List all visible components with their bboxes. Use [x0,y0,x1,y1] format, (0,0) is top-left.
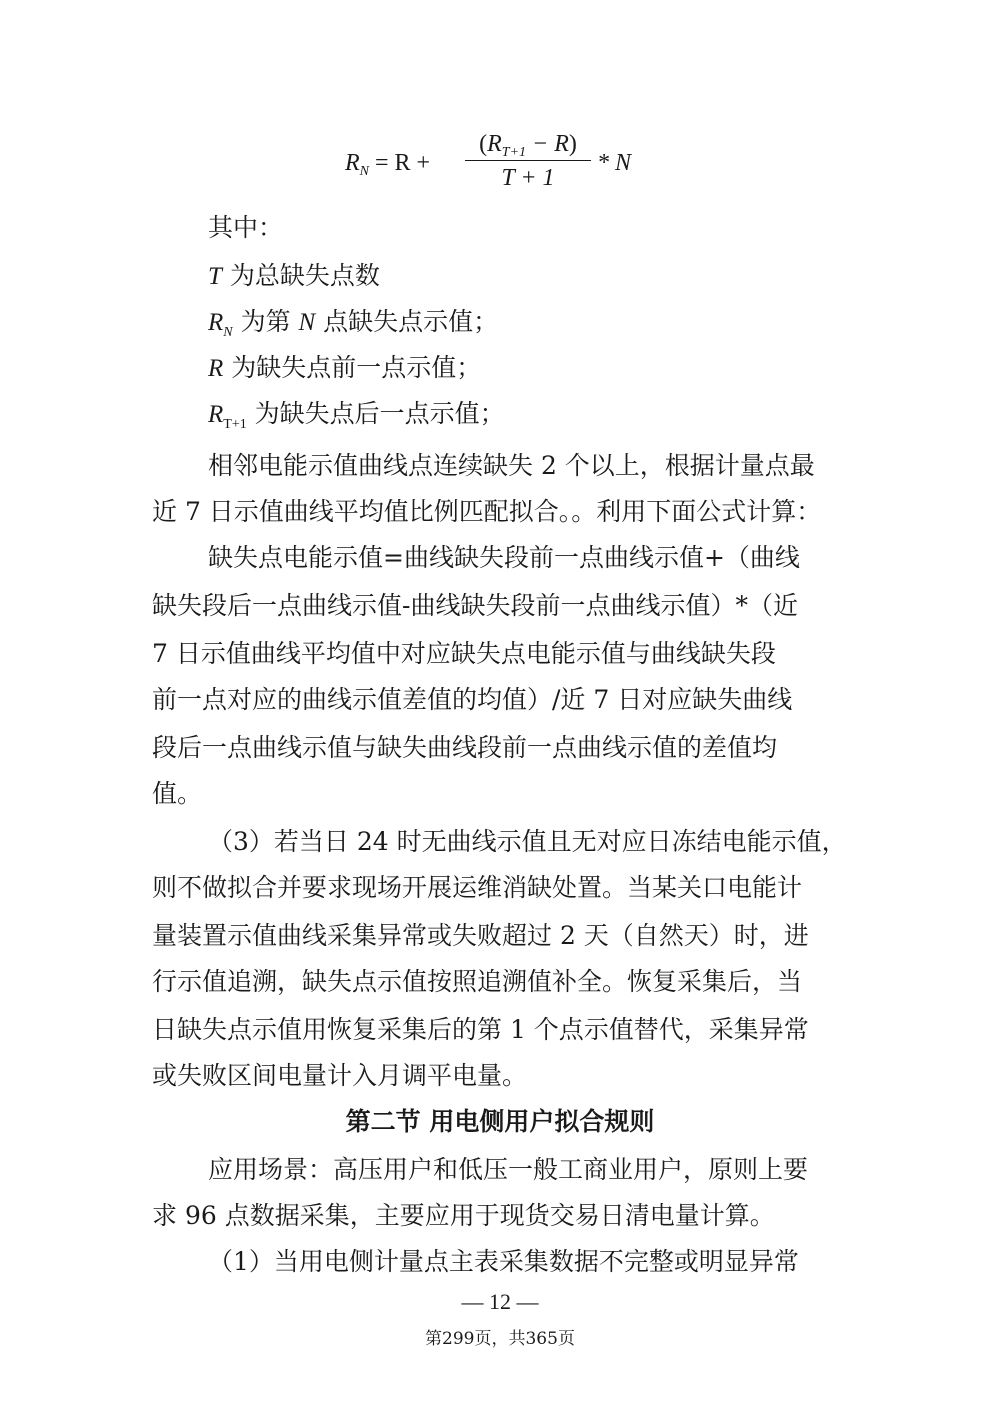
body-line: 求 96 点数据采集，主要应用于现货交易日清电量计算。 [152,1201,775,1230]
formula-fraction [463,128,593,193]
body-line: 行示值追溯，缺失点示值按照追溯值补全。恢复采集后，当 [152,967,803,996]
body-line: 前一点对应的曲线示值差值的均值）/近 7 日对应缺失曲线 [152,685,793,714]
formula-numerator: $(R_{T+1} - R)$ [479,131,577,160]
body-line: 量装置示值曲线采集异常或失败超过 2 天（自然天）时，进 [152,921,809,950]
body-line: 近 7 日示值曲线平均值比例匹配拟合。。利用下面公式计算： [152,497,822,526]
def-rt1: $R_{T+1}$ 为缺失点后一点示值； [208,399,505,432]
body-line: 缺失点电能示值=曲线缺失段前一点曲线示值+（曲线 [208,543,800,572]
body-line: 则不做拟合并要求现场开展运维消缺处置。当某关口电能计 [152,873,803,902]
page-footer: 第299页，共365页 [425,1329,575,1349]
def-r: R 为缺失点前一点示值； [208,353,482,382]
body-line: （1）当用电侧计量点主表采集数据不完整或明显异常 [208,1247,799,1276]
body-line: 缺失段后一点曲线示值-曲线缺失段前一点曲线示值）*（近 [152,591,798,620]
body-line: （3）若当日 24 时无曲线示值且无对应日冻结电能示值， [208,827,847,856]
body-line: 日缺失点示值用恢复采集后的第 1 个点示值替代，采集异常 [152,1015,809,1044]
body-line: 7 日示值曲线平均值中对应缺失点电能示值与曲线缺失段 [152,639,776,668]
body-line: 相邻电能示值曲线点连续缺失 2 个以上，根据计量点最 [208,451,815,480]
def-t: T 为总缺失点数 [208,261,380,290]
body-line: 段后一点曲线示值与缺失曲线段前一点曲线示值的差值均 [152,733,778,762]
defs-intro: 其中： [208,213,284,242]
formula-denominator: T + 1 [501,165,555,191]
section-heading: 第二节 用电侧用户拟合规则 [345,1107,655,1136]
body-line: 应用场景：高压用户和低压一般工商业用户，原则上要 [208,1155,809,1184]
page-number: — 12 — [461,1289,539,1314]
formula-rhs: * N [597,150,632,176]
formula-lhs: $R_N = R$ + [345,150,431,179]
def-rn: $R_N$ 为第 N 点缺失点示值； [208,307,499,340]
body-line: 值。 [152,779,203,808]
body-line: 或失败区间电量计入月调平电量。 [152,1061,528,1090]
